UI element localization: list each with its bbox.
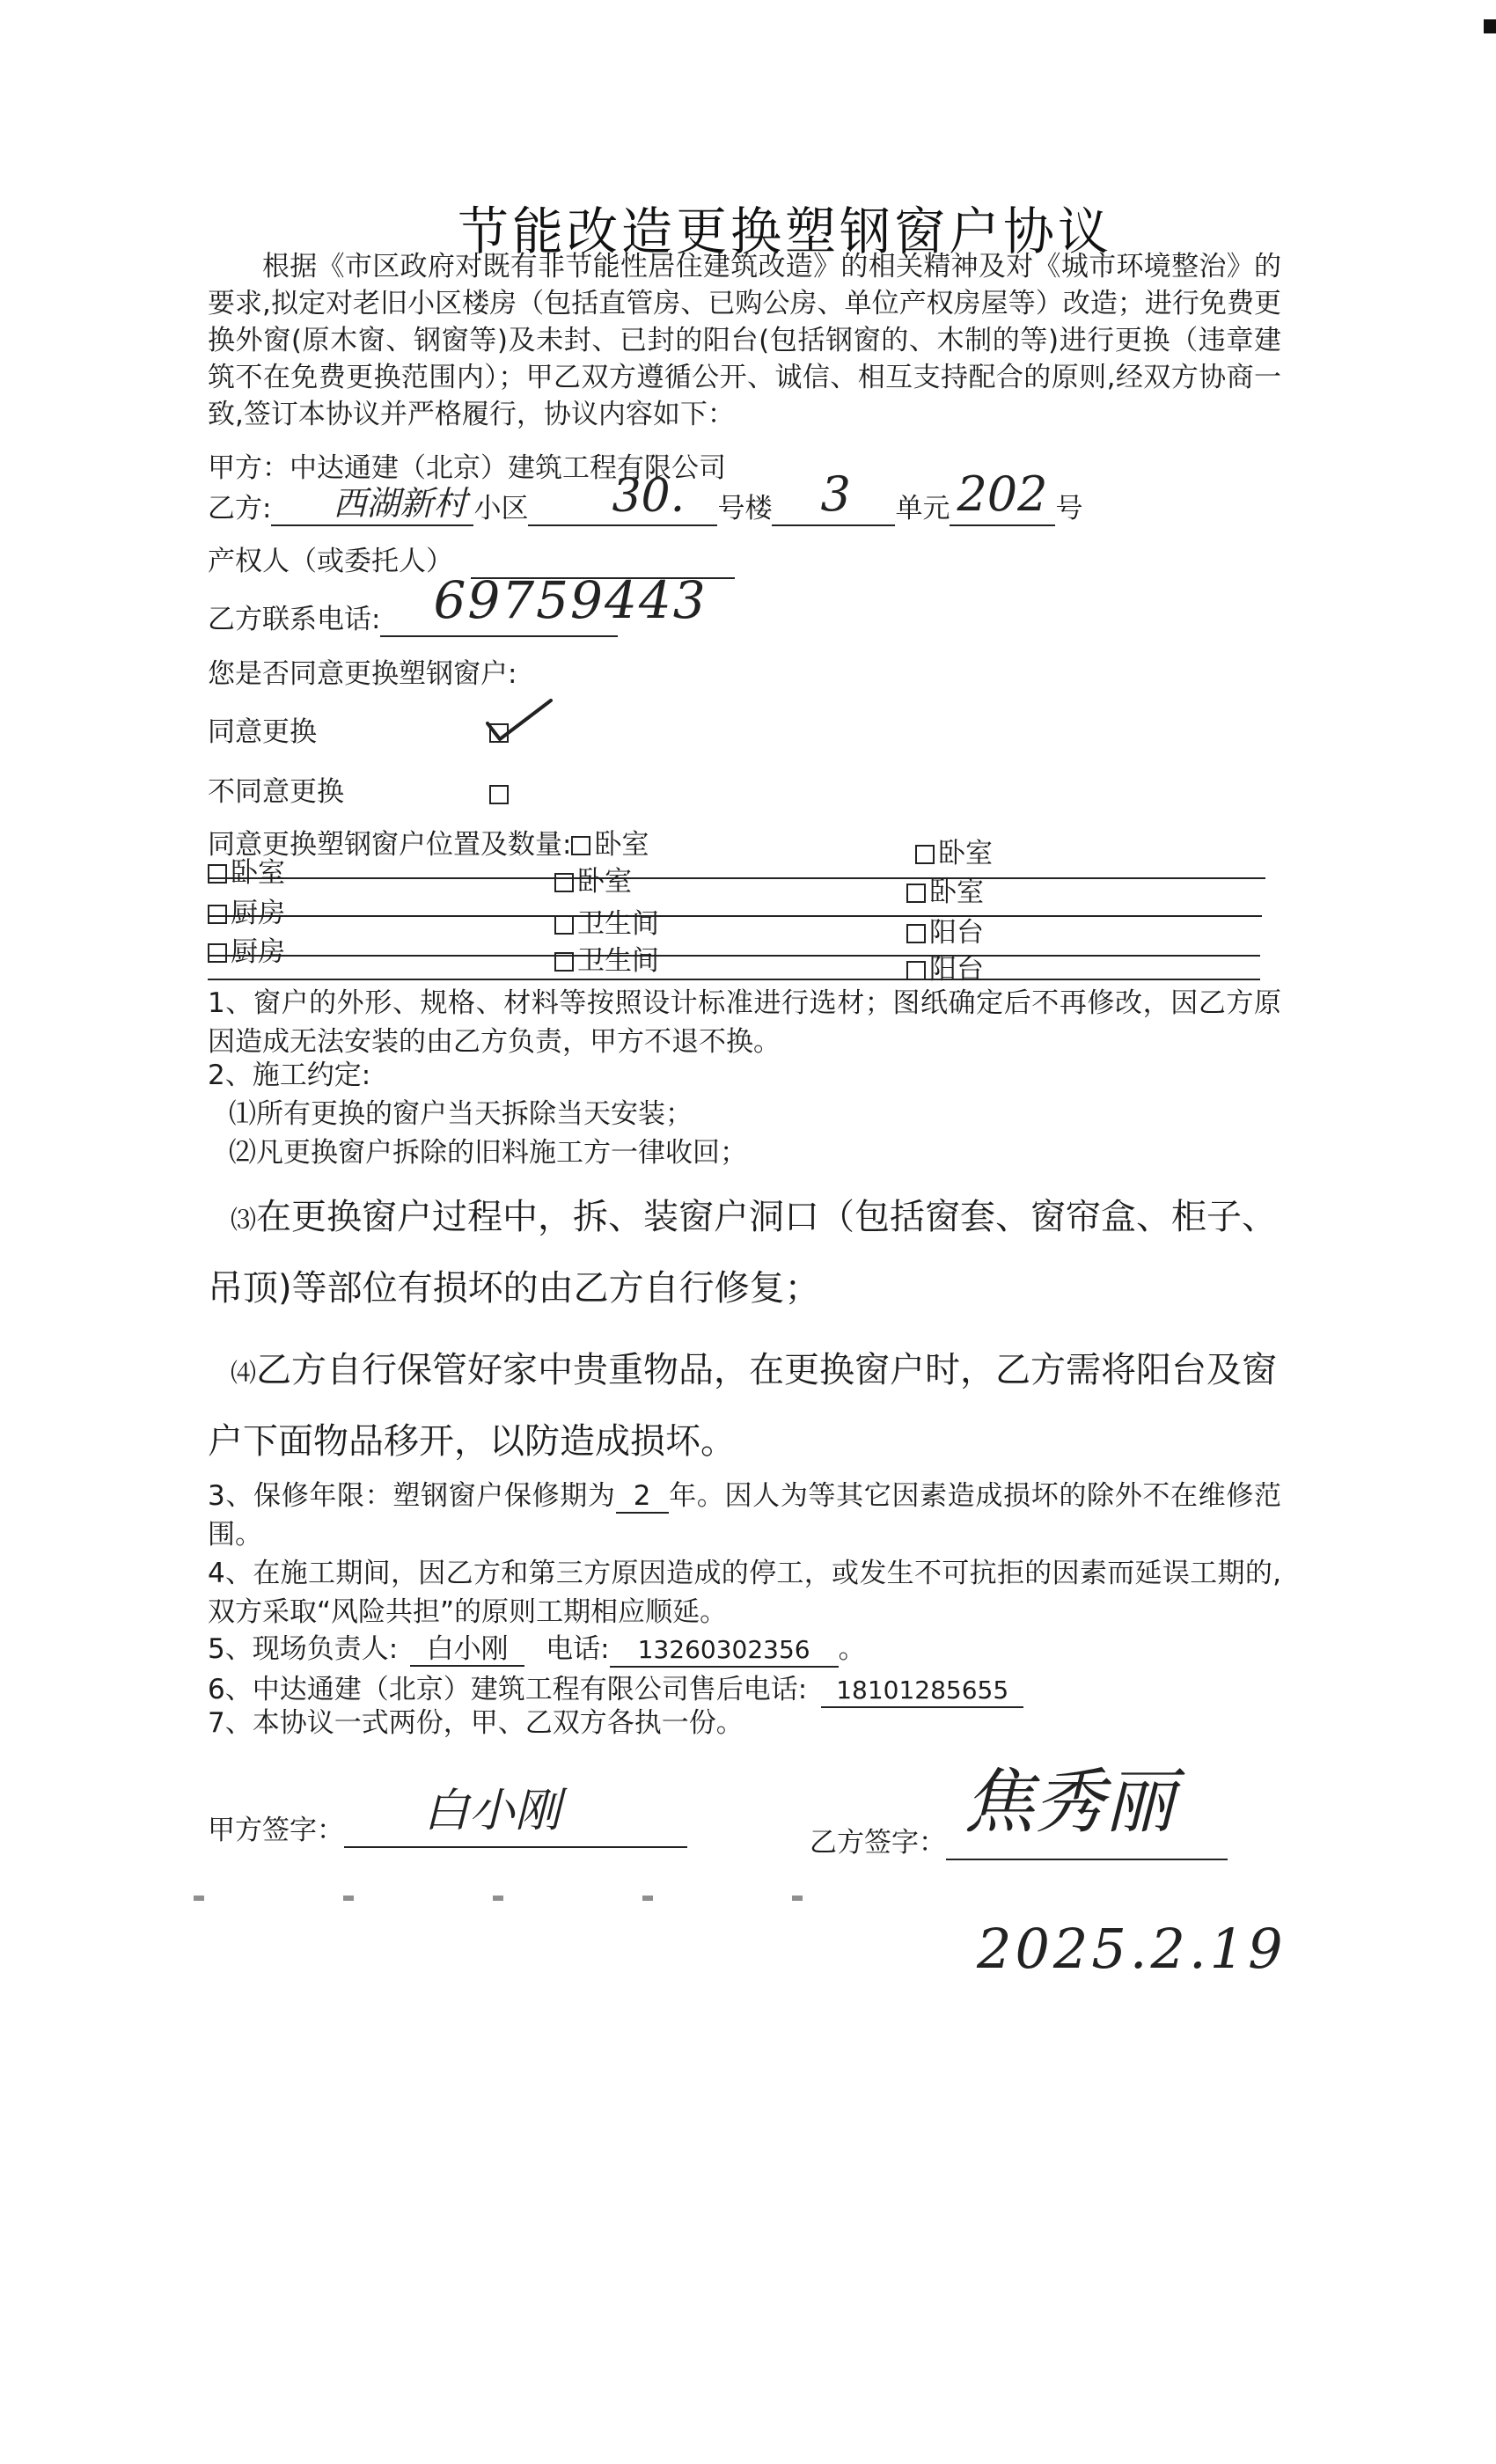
room-r2c3: 卧室 [929, 876, 984, 908]
community-field [271, 484, 473, 526]
clause-3-pre: 3、保修年限：塑钢窗户保修期为 [208, 1480, 616, 1512]
unit-handwriting: 3 [820, 466, 851, 522]
checkbox-r4c1 [208, 943, 227, 963]
room-r3c1: 厨房 [231, 898, 285, 929]
room-label: 号 [1055, 493, 1083, 524]
room-cell-r4c3 [906, 952, 984, 987]
clause-2-1: ⑴所有更换的窗户当天拆除当天安装； [229, 1098, 693, 1130]
party-a-line: 甲方：中达通建（北京）建筑工程有限公司 [208, 452, 726, 484]
unit-label: 单元 [895, 493, 950, 524]
party-a-signature [208, 1785, 687, 1848]
room-cell-r3c2 [554, 906, 659, 942]
party-a-sign-field [344, 1785, 687, 1848]
clause-6 [208, 1672, 1023, 1708]
room-r2c1: 卧室 [231, 857, 285, 889]
grid-line-4 [208, 979, 1260, 980]
room-r3c3: 阳台 [929, 917, 984, 949]
room-cell-r2c2 [554, 864, 632, 899]
room-cell-r1c3 [915, 836, 993, 871]
unit-field [772, 466, 895, 526]
room-cell-r3c3 [906, 915, 984, 950]
room-r1c2: 卧室 [594, 829, 649, 861]
disagree-checkbox [489, 785, 509, 804]
building-label: 号楼 [717, 493, 773, 524]
agree-question: 您是否同意更换塑钢窗户: [208, 658, 517, 690]
party-a-signature-handwriting: 白小刚 [423, 1785, 561, 1837]
room-field [950, 466, 1055, 526]
room-r4c2: 卫生间 [577, 945, 659, 977]
site-manager-name: 白小刚 [410, 1633, 524, 1667]
phone-handwriting: 69759443 [433, 570, 708, 630]
checkbox-r2c1 [208, 864, 227, 884]
checkbox-r4c3 [906, 961, 926, 980]
phone-line [208, 570, 708, 637]
clause-2-3-text: 在更换窗户过程中，拆、装窗户洞口（包括窗套、窗帘盒、柜子、吊顶)等部位有损坏的由乙方自行修复； [208, 1197, 1278, 1309]
position-label: 同意更换塑钢窗户位置及数量: [208, 829, 572, 861]
phone-field [380, 570, 708, 637]
building-handwriting: 30. [612, 470, 686, 523]
after-sales-phone: 18101285655 [821, 1675, 1023, 1708]
building-field [528, 470, 717, 526]
checkbox-r3c3 [906, 924, 926, 943]
clause-5-end: 。 [838, 1633, 866, 1665]
room-handwriting: 202 [957, 466, 1048, 522]
checkbox-r3c1 [208, 905, 227, 924]
checkbox-r4c2 [554, 952, 574, 972]
room-cell-r3c1 [208, 896, 285, 931]
checkbox-r2c2 [554, 873, 574, 892]
party-a-sign-label: 甲方签字： [208, 1815, 344, 1846]
party-b-sign-label: 乙方签字： [810, 1827, 946, 1859]
clause-7: 7、本协议一式两份，甲、乙双方各执一份。 [208, 1707, 744, 1739]
clause-3-post: 年。因人为等其它因素造成损坏的除外不在维修范围。 [208, 1480, 1281, 1551]
clause-2-4 [208, 1336, 1290, 1476]
community-handwriting: 西湖新村 [333, 484, 467, 523]
checkbox-r2c3 [906, 884, 926, 903]
clause-6-pre: 6、中达通建（北京）建筑工程有限公司售后电话: [208, 1674, 808, 1705]
clause-1: 1、窗户的外形、规格、材料等按照设计标准进行选材；图纸确定后不再修改，因乙方原因造成无法安装的由乙方负责，甲方不退不换。 [208, 987, 1281, 1058]
room-cell-r4c2 [554, 943, 659, 979]
clause-2-4-text: 乙方自行保管好家中贵重物品，在更换窗户时，乙方需将阳台及窗户下面物品移开，以防造成损坏。 [208, 1350, 1278, 1462]
clause-2-2: ⑵凡更换窗户拆除的旧料施工方一律收回； [229, 1137, 747, 1169]
agree-label: 同意更换 [208, 716, 317, 748]
room-r1c3: 卧室 [938, 838, 993, 869]
document-title: 节能改造更换塑钢窗户协议 [458, 202, 1113, 261]
checkbox-r1c3 [915, 845, 935, 864]
clause-5 [208, 1632, 866, 1668]
room-cell-r2c3 [906, 875, 984, 910]
checkbox-r3c2 [554, 915, 574, 935]
clause-3 [208, 1477, 1281, 1554]
room-cell-r4c1 [208, 935, 285, 970]
party-b-label: 乙方: [208, 493, 272, 524]
owner-label: 产权人（或委托人） [208, 546, 453, 577]
room-cell-r2c1 [208, 855, 285, 891]
grid-line-2 [208, 915, 1262, 917]
community-label: 小区 [473, 493, 529, 524]
room-r3c2: 卫生间 [577, 908, 659, 940]
signing-date-handwriting: 2025.2.19 [977, 1917, 1287, 1981]
party-b-sign-field [946, 1761, 1228, 1860]
cropped-text-remnant [194, 1896, 880, 1901]
clause-5-pre: 5、现场负责人: [208, 1633, 399, 1665]
clause-5-phone-label: 电话: [546, 1633, 610, 1665]
room-r4c3: 阳台 [929, 954, 984, 986]
party-b-signature [810, 1761, 1228, 1860]
clause-2-3 [208, 1183, 1290, 1323]
clause-2-3-number: ⑶ [231, 1205, 257, 1235]
site-manager-phone: 13260302356 [610, 1634, 839, 1668]
room-r4c1: 厨房 [231, 936, 285, 968]
phone-label: 乙方联系电话: [208, 604, 381, 635]
grid-line-1 [208, 877, 1265, 879]
agree-checkmark [484, 697, 554, 750]
warranty-years: 2 [616, 1480, 669, 1514]
clause-2-title: 2、施工约定: [208, 1060, 371, 1091]
checkbox-r1c2 [571, 836, 590, 855]
grid-line-3 [208, 955, 1260, 957]
room-r2c2: 卧室 [577, 866, 632, 898]
intro-paragraph: 根据《市区政府对既有非节能性居住建筑改造》的相关精神及对《城市环境整治》的要求,拟定对老旧小区楼房（包括直管房、已购公房、单位产权房屋等）改造；进行免费更换外窗(原木窗、钢窗等)及未封、已封的阳台(包括钢窗的、木制的等)进行更换（违章建筑不在免费更换范围内）；甲乙双方遵循公开、诚信、相互支持配合的原则,经双方协商一致,签订本协议并严格履行，协议内容如下： [208, 251, 1281, 430]
party-b-signature-handwriting: 焦秀丽 [964, 1761, 1175, 1843]
disagree-label: 不同意更换 [208, 776, 344, 808]
clause-2-4-number: ⑷ [231, 1358, 257, 1388]
clause-4: 4、在施工期间，因乙方和第三方原因造成的停工，或发生不可抗拒的因素而延误工期的,双方采取“风险共担”的原则工期相应顺延。 [208, 1558, 1281, 1628]
